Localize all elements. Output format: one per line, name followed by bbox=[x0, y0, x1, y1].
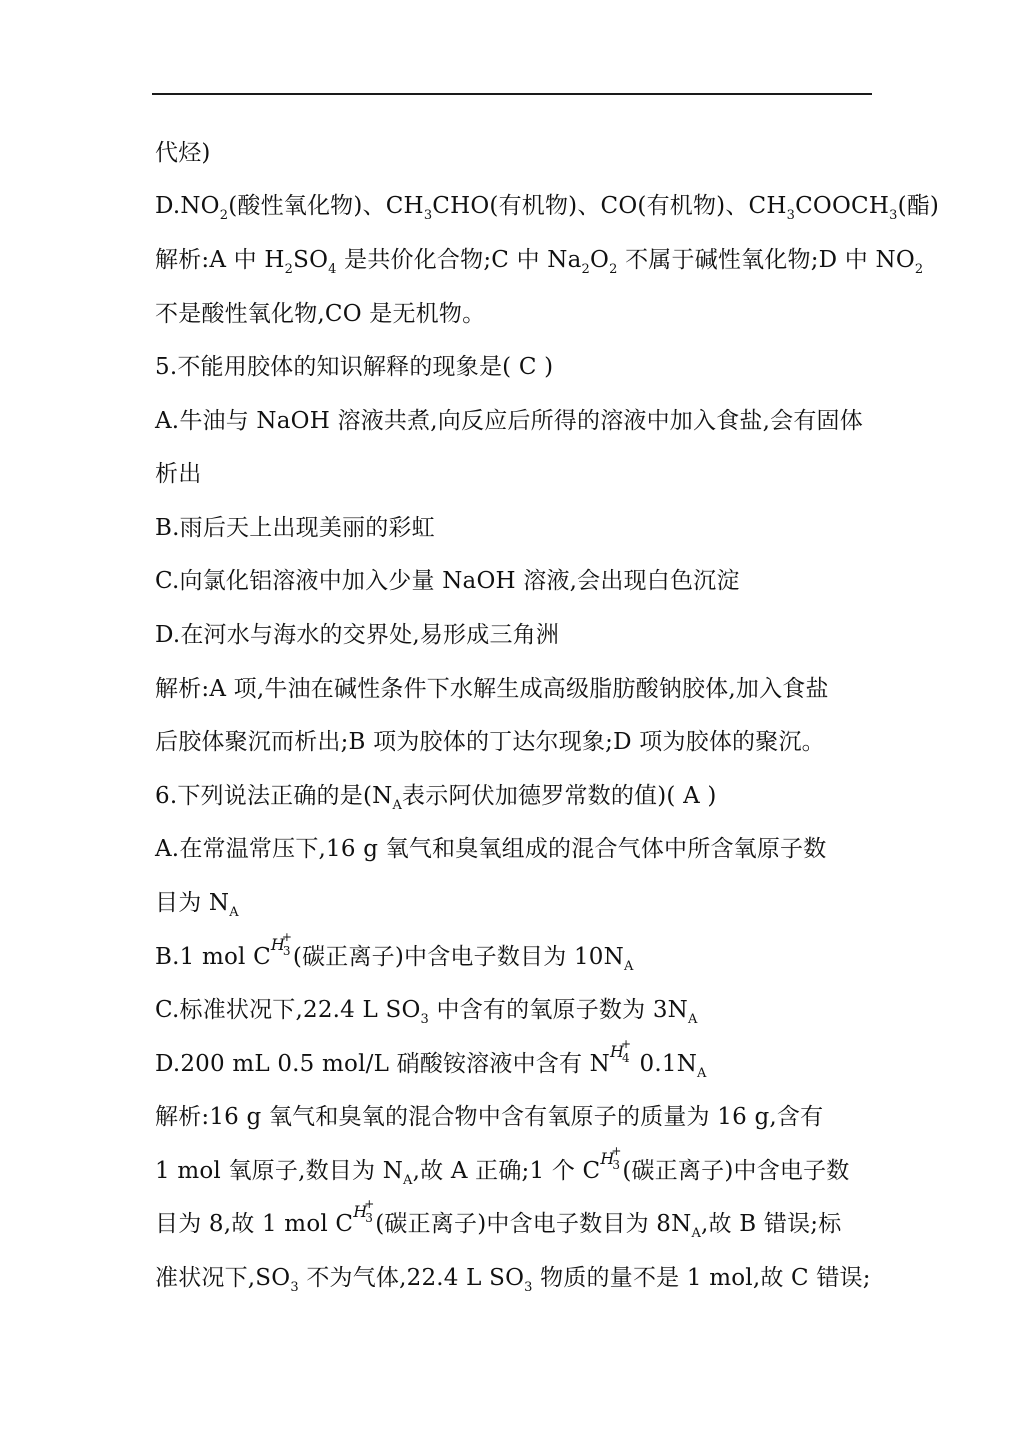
option-a: A.牛油与 NaOH 溶液共煮,向反应后所得的溶液中加入食盐,会有固体 bbox=[155, 408, 863, 434]
text-line: 析出 bbox=[155, 461, 202, 487]
text-line: 目为 $N_A$ bbox=[155, 890, 239, 920]
option-a: A.在常温常压下,16 g 氧气和臭氧组成的混合气体中所含氧原子数 bbox=[155, 836, 827, 862]
option-b: B.雨后天上出现美丽的彩虹 bbox=[155, 515, 435, 541]
option-c: C.向氯化铝溶液中加入少量 NaOH 溶液,会出现白色沉淀 bbox=[155, 568, 740, 594]
option-d: D.200 mL 0.5 mol/L 硝酸铵溶液中含有 N H + 4 $0.1N_A$ bbox=[155, 1037, 707, 1081]
text-line: 不是酸性氧化物,CO 是无机物。 bbox=[155, 301, 486, 327]
question-5: 5.不能用胶体的知识解释的现象是( C ) bbox=[155, 354, 554, 380]
option-c: C.标准状况下,22.4 L $SO_3$ 中含有的氧原子数为 $3N_A$ bbox=[155, 997, 698, 1027]
question-6: 6.下列说法正确的是($N_A$表示阿伏加德罗常数的值)( A ) bbox=[155, 783, 717, 813]
text-line: 1 mol 氧原子,数目为 $N_A$,故 A 正确;1 个 C H + 3 (碳正离子)中含电子数 bbox=[155, 1144, 850, 1188]
option-d: D.在河水与海水的交界处,易形成三角洲 bbox=[155, 622, 560, 648]
top-rule bbox=[152, 93, 872, 95]
text-line: 解析:A 中 $H_2SO_4$ 是共价化合物;C 中 $Na_2O_2$ 不属于碱性氧化物;D 中 $NO_2$ bbox=[155, 247, 924, 277]
text-line: 后胶体聚沉而析出;B 项为胶体的丁达尔现象;D 项为胶体的聚沉。 bbox=[155, 729, 825, 755]
text-line: 代烃) bbox=[155, 140, 211, 166]
text-line: $D.NO_2$(酸性氧化物)、$CH_3CHO$(有机物)、CO(有机物)、$CH_3COOCH_3$(酯) bbox=[155, 193, 940, 223]
explanation: 解析:16 g 氧气和臭氧的混合物中含有氧原子的质量为 16 g,含有 bbox=[155, 1104, 824, 1130]
option-b: B.1 mol C H + 3 (碳正离子)中含电子数目为 $10N_A$ bbox=[155, 930, 634, 974]
text-line: 目为 8,故 1 mol C H + 3 (碳正离子)中含电子数目为 $8N_A$,故 B 错误;标 bbox=[155, 1197, 842, 1241]
explanation: 解析:A 项,牛油在碱性条件下水解生成高级脂肪酸钠胶体,加入食盐 bbox=[155, 676, 829, 702]
text-line: 准状况下$,SO_3$ 不为气体,22.4 L $SO_3$ 物质的量不是 1 mol,故 C 错误; bbox=[155, 1265, 871, 1295]
